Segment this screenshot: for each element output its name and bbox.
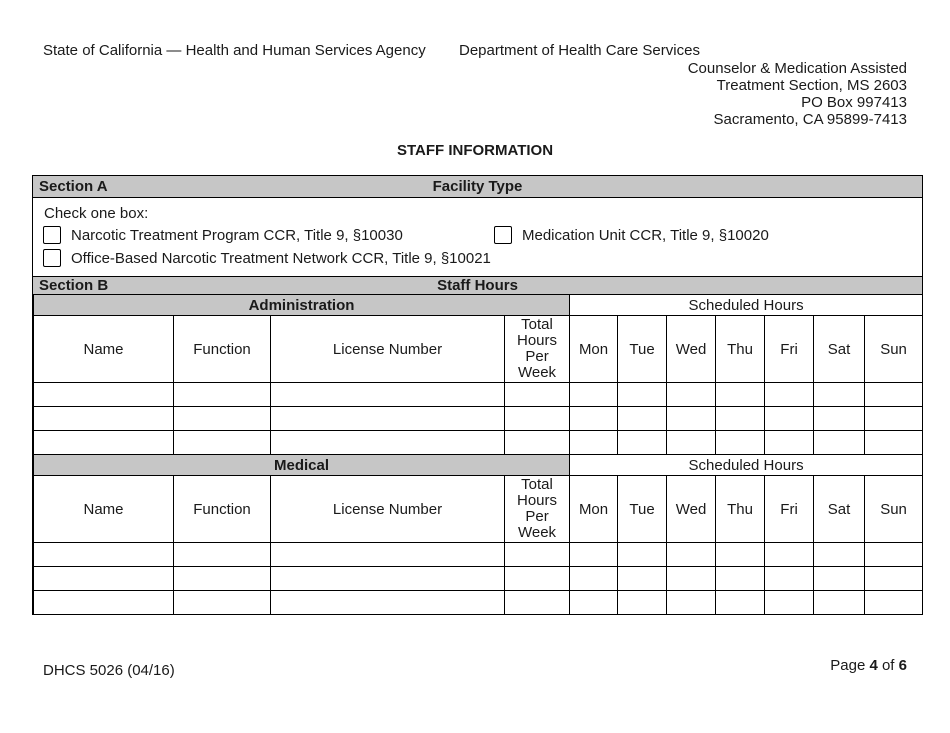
license-cell[interactable] (271, 383, 505, 407)
col-mon: Mon (570, 316, 618, 383)
wed-cell[interactable] (667, 431, 716, 455)
sun-cell[interactable] (865, 407, 923, 431)
name-cell[interactable] (34, 383, 174, 407)
check-instruction: Check one box: (44, 205, 149, 222)
checkbox[interactable] (494, 226, 512, 244)
function-cell[interactable] (174, 431, 271, 455)
col-thu: Thu (716, 476, 765, 543)
sat-cell[interactable] (814, 431, 865, 455)
name-cell[interactable] (34, 567, 174, 591)
function-cell[interactable] (174, 567, 271, 591)
sat-cell[interactable] (814, 407, 865, 431)
wed-cell[interactable] (667, 591, 716, 615)
option-label: Office-Based Narcotic Treatment Network CCR, Title 9, §10021 (71, 249, 491, 267)
form-id: DHCS 5026 (04/16) (43, 662, 175, 679)
license-cell[interactable] (271, 407, 505, 431)
col-function: Function (174, 476, 271, 543)
mon-cell[interactable] (570, 431, 618, 455)
wed-cell[interactable] (667, 407, 716, 431)
scheduled-hours-label: Scheduled Hours (570, 455, 923, 476)
col-name: Name (34, 476, 174, 543)
mon-cell[interactable] (570, 407, 618, 431)
page-indicator (830, 657, 907, 674)
thu-cell[interactable] (716, 383, 765, 407)
total-hours-cell[interactable] (505, 543, 570, 567)
address-line: Sacramento, CA 95899-7413 (713, 111, 907, 128)
col-function: Function (174, 316, 271, 383)
administration-group-title: Administration (34, 295, 570, 316)
sun-cell[interactable] (865, 431, 923, 455)
department-name: Department of Health Care Services (459, 42, 700, 59)
sat-cell[interactable] (814, 383, 865, 407)
mon-cell[interactable] (570, 543, 618, 567)
license-cell[interactable] (271, 591, 505, 615)
function-cell[interactable] (174, 543, 271, 567)
col-fri: Fri (765, 476, 814, 543)
col-total-hours-word: Hours (517, 492, 558, 509)
page-prefix: Page (830, 657, 870, 674)
col-license-number: License Number (271, 476, 505, 543)
table-row (34, 543, 923, 567)
sat-cell[interactable] (814, 543, 865, 567)
col-wed: Wed (667, 316, 716, 383)
fri-cell[interactable] (765, 567, 814, 591)
tue-cell[interactable] (618, 431, 667, 455)
sat-cell[interactable] (814, 591, 865, 615)
mailing-address (688, 60, 907, 128)
col-sat: Sat (814, 316, 865, 383)
section-b-label: Section B (39, 277, 109, 294)
thu-cell[interactable] (716, 591, 765, 615)
sun-cell[interactable] (865, 383, 923, 407)
sat-cell[interactable] (814, 567, 865, 591)
col-total-hours (505, 476, 570, 543)
col-fri: Fri (765, 316, 814, 383)
col-sun: Sun (865, 476, 923, 543)
col-name: Name (34, 316, 174, 383)
section-a-label: Section A (39, 178, 108, 195)
total-hours-cell[interactable] (505, 383, 570, 407)
checkbox[interactable] (43, 226, 61, 244)
name-cell[interactable] (34, 407, 174, 431)
wed-cell[interactable] (667, 543, 716, 567)
col-tue: Tue (618, 316, 667, 383)
table-row (34, 431, 923, 455)
tue-cell[interactable] (618, 383, 667, 407)
thu-cell[interactable] (716, 543, 765, 567)
total-hours-cell[interactable] (505, 591, 570, 615)
section-a-bar (33, 176, 922, 197)
function-cell[interactable] (174, 407, 271, 431)
col-total-hours-word: Week (517, 364, 557, 381)
administration-table (33, 294, 923, 615)
fri-cell[interactable] (765, 591, 814, 615)
thu-cell[interactable] (716, 407, 765, 431)
col-wed: Wed (667, 476, 716, 543)
thu-cell[interactable] (716, 431, 765, 455)
medical-group-title: Medical (34, 455, 570, 476)
option-narcotic-treatment-program[interactable] (43, 226, 403, 244)
address-line: Treatment Section, MS 2603 (716, 77, 907, 94)
col-total-hours-word: Week (517, 524, 557, 541)
col-total-hours-word: Per (525, 348, 549, 365)
wed-cell[interactable] (667, 567, 716, 591)
tue-cell[interactable] (618, 543, 667, 567)
license-cell[interactable] (271, 431, 505, 455)
col-license-number: License Number (271, 316, 505, 383)
section-b-bar (33, 277, 922, 294)
table-row (34, 407, 923, 431)
license-cell[interactable] (271, 567, 505, 591)
page-total: 6 (898, 657, 907, 674)
divider (33, 197, 922, 198)
col-mon: Mon (570, 476, 618, 543)
form-title: STAFF INFORMATION (396, 142, 554, 159)
col-sat: Sat (814, 476, 865, 543)
name-cell[interactable] (34, 591, 174, 615)
license-cell[interactable] (271, 543, 505, 567)
col-total-hours-word: Per (525, 508, 549, 525)
section-b-heading: Staff Hours (437, 277, 518, 294)
agency-name: State of California — Health and Human Services Agency (43, 42, 426, 59)
option-office-based-network[interactable] (43, 249, 491, 267)
fri-cell[interactable] (765, 383, 814, 407)
col-sun: Sun (865, 316, 923, 383)
col-total-hours-word: Total (521, 476, 553, 493)
total-hours-cell[interactable] (505, 567, 570, 591)
col-total-hours (505, 316, 570, 383)
function-cell[interactable] (174, 591, 271, 615)
section-a-heading: Facility Type (432, 178, 523, 195)
wed-cell[interactable] (667, 383, 716, 407)
table-row (34, 383, 923, 407)
sun-cell[interactable] (865, 591, 923, 615)
sun-cell[interactable] (865, 543, 923, 567)
page-current: 4 (869, 657, 878, 674)
col-total-hours-word: Hours (517, 332, 558, 349)
function-cell[interactable] (174, 383, 271, 407)
name-cell[interactable] (34, 543, 174, 567)
option-medication-unit[interactable] (494, 226, 769, 244)
option-label: Medication Unit CCR, Title 9, §10020 (522, 226, 769, 244)
mon-cell[interactable] (570, 591, 618, 615)
table-row (34, 567, 923, 591)
option-label: Narcotic Treatment Program CCR, Title 9, §10030 (71, 226, 403, 244)
address-line: Counselor & Medication Assisted (687, 60, 907, 77)
tue-cell[interactable] (618, 591, 667, 615)
page-sep: of (877, 657, 899, 674)
name-cell[interactable] (34, 431, 174, 455)
table-row (34, 591, 923, 615)
tue-cell[interactable] (618, 407, 667, 431)
mon-cell[interactable] (570, 567, 618, 591)
tue-cell[interactable] (618, 567, 667, 591)
staff-information-form (32, 175, 923, 615)
total-hours-cell[interactable] (505, 407, 570, 431)
address-line: PO Box 997413 (801, 94, 907, 111)
col-tue: Tue (618, 476, 667, 543)
sun-cell[interactable] (865, 567, 923, 591)
fri-cell[interactable] (765, 431, 814, 455)
scheduled-hours-label: Scheduled Hours (570, 295, 923, 316)
checkbox[interactable] (43, 249, 61, 267)
col-thu: Thu (716, 316, 765, 383)
thu-cell[interactable] (716, 567, 765, 591)
fri-cell[interactable] (765, 543, 814, 567)
col-total-hours-word: Total (521, 316, 553, 333)
fri-cell[interactable] (765, 407, 814, 431)
total-hours-cell[interactable] (505, 431, 570, 455)
mon-cell[interactable] (570, 383, 618, 407)
